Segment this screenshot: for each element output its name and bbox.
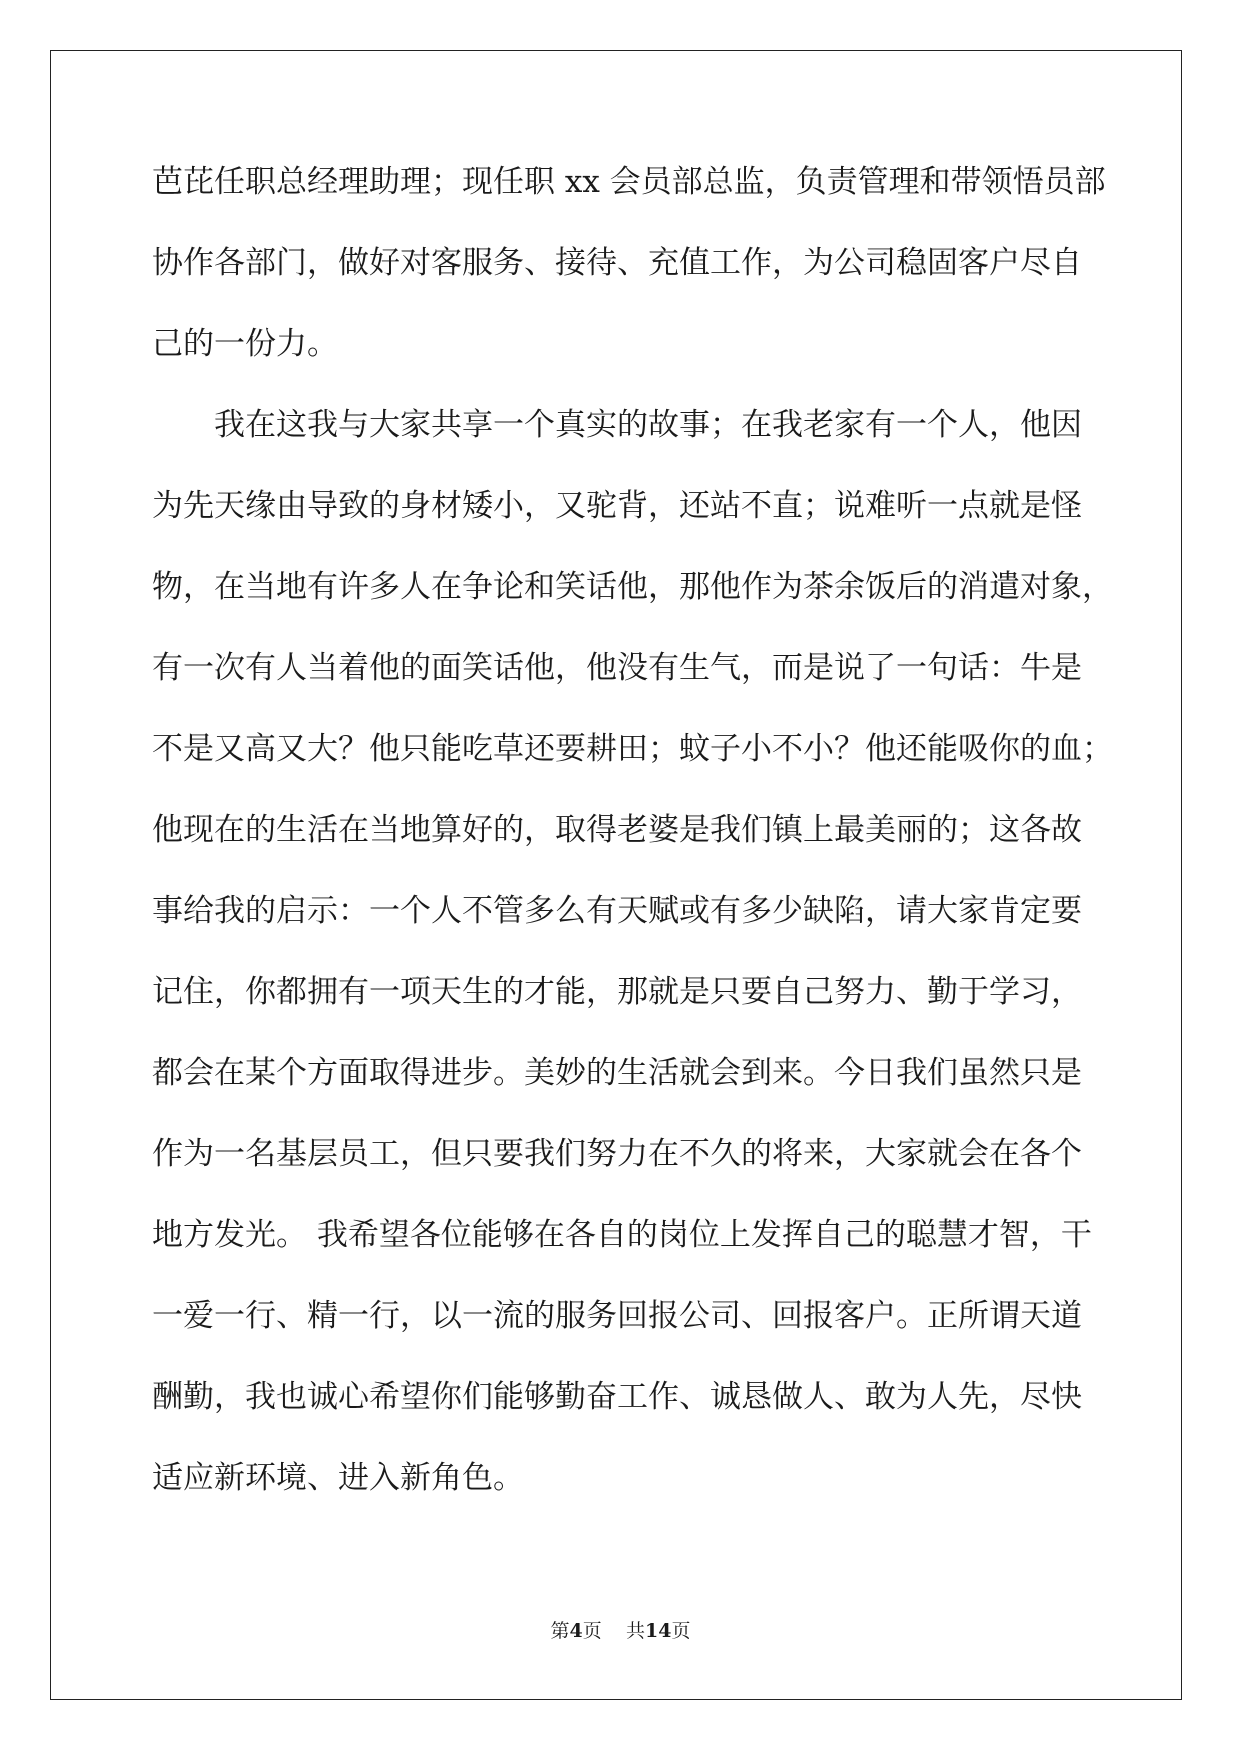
- text-line: 都会在某个方面取得进步。美妙的生活就会到来。今日我们虽然只是: [152, 1055, 1082, 1091]
- text-line: 不是又高又大？他只能吃草还要耕田；蚊子小不小？他还能吸你的血；: [152, 731, 1113, 767]
- text-line: 芭芘任职总经理助理；现任职 xx 会员部总监，负责管理和带领悟员部: [152, 164, 1106, 200]
- text-line: 为先天缘由导致的身材矮小，又驼背，还站不直；说难听一点就是怪: [152, 488, 1082, 524]
- text-line: 酬勤，我也诚心希望你们能够勤奋工作、诚恳做人、敢为人先，尽快: [152, 1379, 1082, 1415]
- text-line: 物，在当地有许多人在争论和笑话他，那他作为茶余饭后的消遣对象，: [152, 569, 1113, 605]
- text-line: 作为一名基层员工，但只要我们努力在不久的将来，大家就会在各个: [152, 1136, 1082, 1172]
- footer-total-prefix: 共: [625, 1620, 645, 1642]
- total-page-count: 14: [644, 1620, 672, 1642]
- footer-total-suffix: 页: [671, 1620, 691, 1642]
- text-line: 地方发光。 我希望各位能够在各自的岗位上发挥自己的聪慧才智，干: [152, 1217, 1092, 1253]
- text-line: 协作各部门，做好对客服务、接待、充值工作，为公司稳固客户尽自: [152, 245, 1082, 281]
- text-line: 我在这我与大家共享一个真实的故事；在我老家有一个人，他因: [214, 407, 1082, 443]
- text-line: 己的一份力。: [152, 326, 338, 362]
- text-line: 有一次有人当着他的面笑话他，他没有生气，而是说了一句话：牛是: [152, 650, 1082, 686]
- text-line: 他现在的生活在当地算好的，取得老婆是我们镇上最美丽的；这各故: [152, 812, 1082, 848]
- page-footer: [0, 1616, 1241, 1643]
- text-line: 适应新环境、进入新角色。: [152, 1460, 524, 1496]
- document-body: [152, 162, 1113, 1539]
- footer-prefix: 第: [550, 1620, 570, 1642]
- footer-page-word: 页: [582, 1620, 602, 1642]
- text-line: 一爱一行、精一行，以一流的服务回报公司、回报客户。正所谓天道: [152, 1298, 1082, 1334]
- current-page-number: 4: [569, 1620, 583, 1642]
- text-line: 记住，你都拥有一项天生的才能，那就是只要自己努力、勤于学习，: [152, 974, 1082, 1010]
- text-line: 事给我的启示：一个人不管多么有天赋或有多少缺陷，请大家肯定要: [152, 893, 1082, 929]
